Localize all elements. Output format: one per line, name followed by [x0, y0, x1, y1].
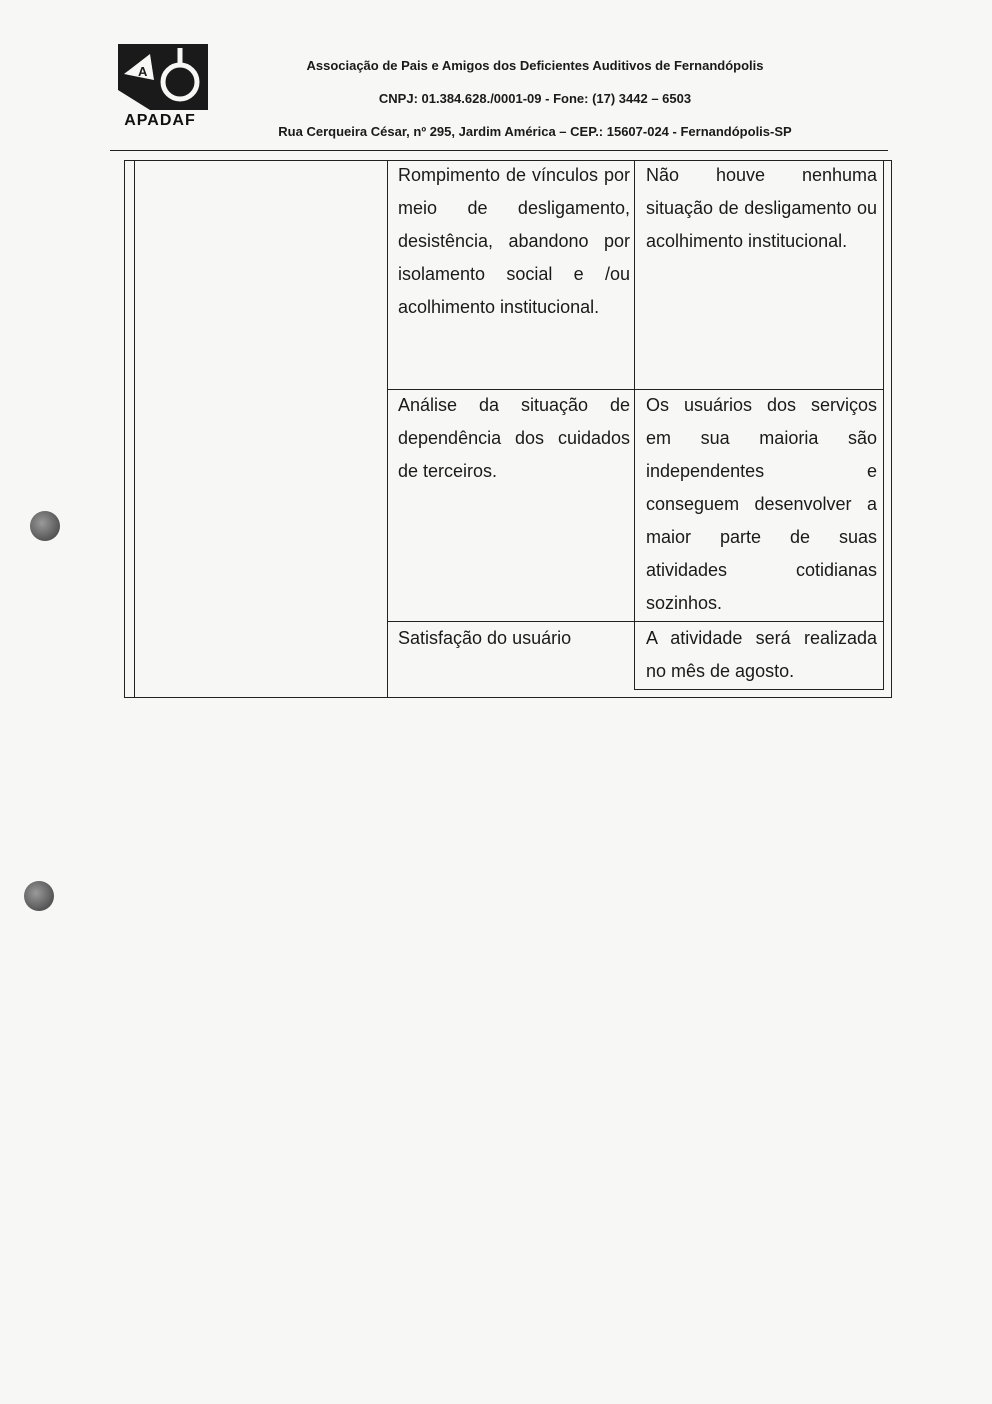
- table-cell-result: Os usuários dos serviços em sua maioria são independentes e conseguem desenvolver a maior parte de suas atividades cotidianas sozinhos.: [646, 395, 877, 613]
- table-inner-left-border: [134, 160, 135, 698]
- table-cell-result: A atividade será realizada no mês de agosto.: [646, 628, 877, 681]
- address: Rua Cerqueira César, nº 295, Jardim América – CEP.: 15607-024 - Fernandópolis-SP: [278, 124, 792, 139]
- logo-text: APADAF: [124, 112, 196, 129]
- row-divider-bottom: [634, 689, 884, 690]
- table-cell-item: Análise da situação de dependência dos cuidados de terceiros.: [398, 395, 630, 481]
- svg-text:A: A: [138, 64, 148, 79]
- ear-logo-icon: [110, 40, 210, 112]
- header-divider: [110, 150, 888, 151]
- cnpj-phone: CNPJ: 01.384.628./0001-09 - Fone: (17) 3442 – 6503: [378, 91, 692, 106]
- apadaf-logo: [110, 40, 210, 130]
- org-name: Associação de Pais e Amigos dos Deficientes Auditivos de Fernandópolis: [306, 58, 764, 73]
- table-cell-result: Não houve nenhuma situação de desligamento ou acolhimento institucional.: [646, 165, 877, 251]
- punch-hole: [30, 511, 60, 541]
- table-inner-right-border: [883, 160, 884, 690]
- table-cell-item: Satisfação do usuário: [398, 628, 572, 648]
- column-divider-1: [387, 160, 388, 698]
- column-divider-2: [634, 160, 635, 690]
- report-table: [124, 160, 892, 698]
- table-cell-item: Rompimento de vínculos por meio de desligamento, desistência, abandono por isolamento social e /ou acolhimento institucional.: [398, 165, 630, 317]
- punch-hole: [24, 881, 54, 911]
